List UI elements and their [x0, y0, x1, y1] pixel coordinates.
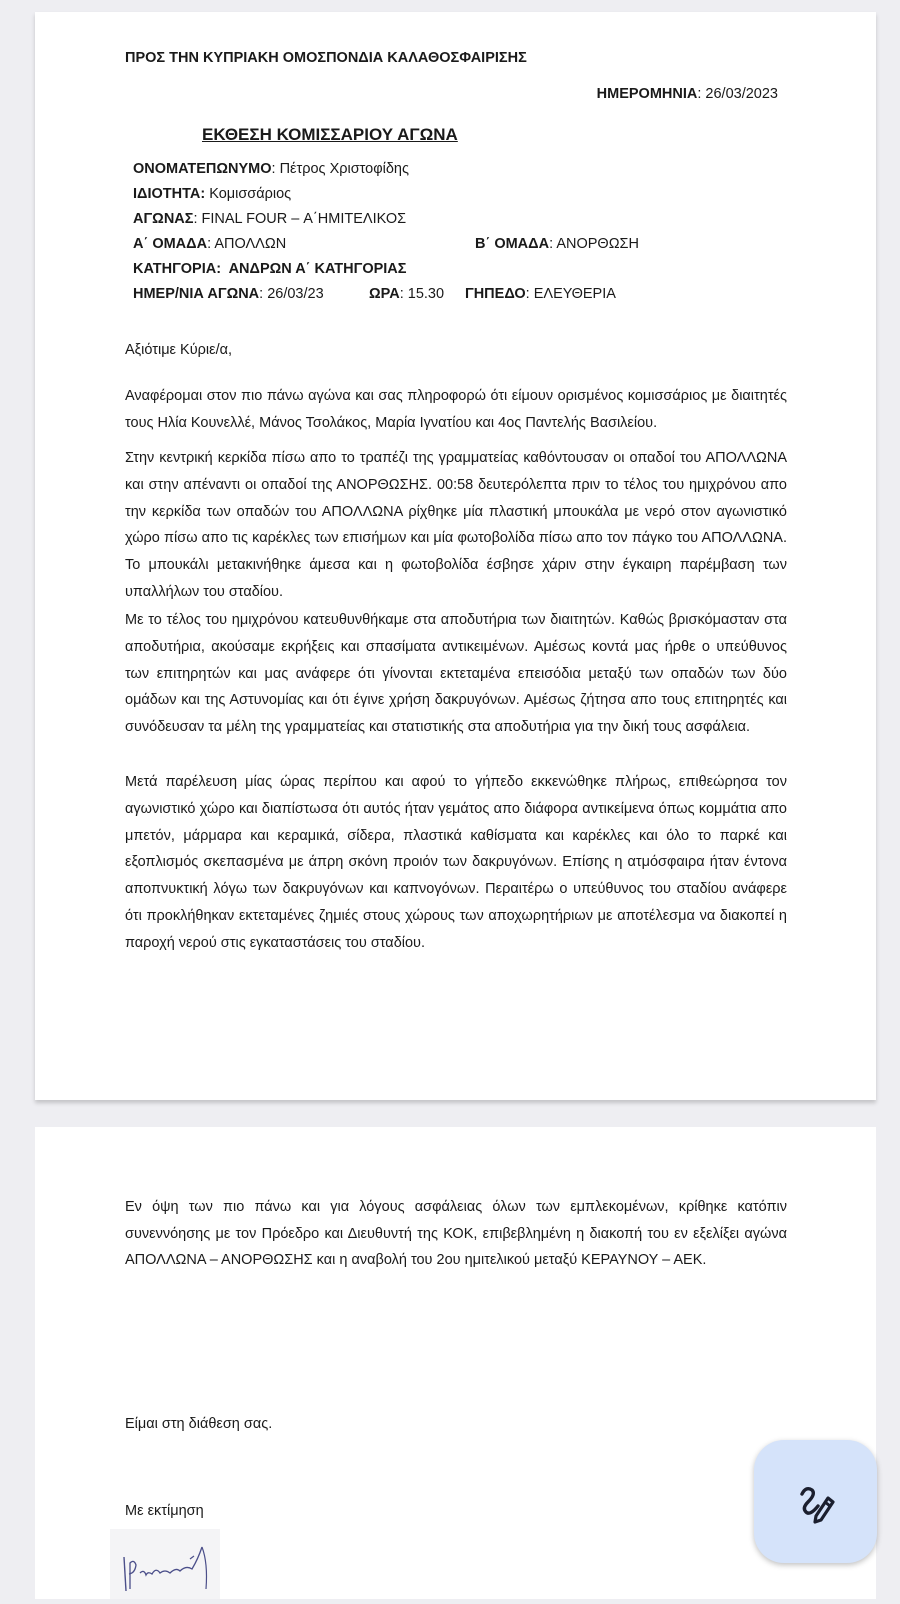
time-value: : 15.30: [399, 286, 445, 302]
role-value: Κομισσάριος: [205, 186, 292, 202]
conclusion-paragraph: Εν όψη των πιο πάνω και για λόγους ασφάλειας όλων των εμπλεκομένων, κρίθηκε κατόπιν συνεννόησης με τον Πρόεδρο και Διευθυντή της ΚΟΚ, επιβεβλημένη η διακοπή του εν εξελίξει αγώνα ΑΠΟΛΛΩΝΑ – ΑΝΟΡΘΩΣΗΣ και η αναβολή του 2ου ημιτελικού μεταξύ ΚΕΡΑΥΝΟΥ – ΑΕΚ.: [125, 1199, 787, 1269]
name-value: : Πέτρος Χριστοφίδης: [271, 161, 409, 177]
name-label: ΟΝΟΜΑΤΕΠΩΝΥΜΟ: [133, 161, 272, 177]
closing-line: Με εκτίμηση: [125, 1503, 204, 1519]
venue-value: : ΕΛΕΥΘΕΡΙΑ: [525, 286, 616, 302]
field-match-date: [133, 286, 324, 302]
paragraph-4: Μετά παρέλευση μίας ώρας περίπου και αφού το γήπεδο εκκενώθηκε πλήρως, επιθεώρησα τον αγωνιστικό χώρο και διαπίστωσα ότι αυτός ήταν γεμάτος απο διάφορα αντικείμενα όπως κομμάτια απο μπετόν, μάρμαρα και κεραμικά, σίδερα, πλαστικά καθίσματα και καρέκλες και όλο το παρκέ και εξοπλισμός σκεπασμένα με άπρη σκόνη προιόν των δακρυγόνων. Επίσης η ατμόσφαιρα ήταν έντονα αποπνυκτική λόγω των δακρυγόνων και καπνογόνων. Περαιτέρω ο υπεύθυνος του σταδίου ανάφερε ότι προκλήθηκαν εκτεταμένες ζημιές στους χώρους των αποχωρητήριων με αποτέλεσμα να διακοπεί η παροχή νερού στις εγκαταστάσεις του σταδίου.: [125, 774, 787, 951]
team-a-label: Α΄ ΟΜΑΔΑ: [133, 236, 208, 252]
field-role: [133, 186, 291, 202]
date-label: ΗΜΕΡΟΜΗΝΙΑ: [596, 86, 698, 102]
match-date-label: ΗΜΕΡ/ΝΙΑ ΑΓΩΝΑ: [133, 286, 260, 302]
role-label: ΙΔΙΟΤΗΤΑ:: [133, 186, 206, 202]
paragraph-3: Με το τέλος του ημιχρόνου κατευθυνθήκαμε στα αποδυτήρια των διαιτητών. Καθώς βρισκόμασταν στα αποδυτήρια, ακούσαμε εκρήξεις και σπασίματα αντικειμένων. Αμέσως κοντά μας ήρθε ο υπεύθυνος των επιτηρητών και μας ανάφερε ότι γίνονται εκτεταμένα επεισόδια μεταξύ των οπαδών των δύο ομάδων και της Αστυνομίας και ότι έγινε χρήση δακρυγόνων. Αμέσως ζήτησα απο τους επιτηρητές και συνόδευσαν τα μέλη της γραμματείας και στατιστικής στα αποδυτήρια για την δική τους ασφάλεια.: [125, 612, 787, 736]
date-value: : 26/03/2023: [697, 86, 778, 102]
document-page-2: [35, 1127, 876, 1599]
team-a-value: : ΑΠΟΛΛΩΝ: [207, 236, 287, 252]
recipient-line: ΠΡΟΣ ΤΗΝ ΚΥΠΡΙΑΚΗ ΟΜΟΣΠΟΝΔΙΑ ΚΑΛΑΘΟΣΦΑΙΡΙΣΗΣ: [125, 50, 527, 66]
category-value: ΑΝΔΡΩΝ Α΄ ΚΑΤΗΓΟΡΙΑΣ: [221, 261, 407, 277]
field-team-b: [475, 236, 639, 252]
field-team-a: [133, 236, 286, 252]
field-match: [133, 211, 406, 227]
pen-draw-icon: [792, 1478, 840, 1526]
time-label: ΩΡΑ: [369, 286, 400, 302]
match-label: ΑΓΩΝΑΣ: [133, 211, 194, 227]
match-value: : FINAL FOUR – Α΄ΗΜΙΤΕΛΙΚΟΣ: [193, 211, 407, 227]
field-venue: [465, 286, 616, 302]
report-date: [597, 86, 778, 102]
report-title: ΕΚΘΕΣΗ ΚΟΜΙΣΣΑΡΙΟΥ ΑΓΩΝΑ: [202, 125, 458, 144]
paragraph-2: Στην κεντρική κερκίδα πίσω απο το τραπέζι της γραμματείας καθόντουσαν οι οπαδοί του ΑΠΟΛΛΩΝΑ και στην απέναντι οι οπαδοί της ΑΝΟΡΘΩΣΗΣ. 00:58 δευτερόλεπτα πριν το τέλος του ημιχρόνου απο την κερκίδα των οπαδών του ΑΠΟΛΛΩΝΑ ρίχθηκε μία πλαστική μπουκάλα με νερό στον αγωνιστικό χώρο πίσω απο τις καρέκλες των επισήμων και μία φωτοβολίδα πίσω απο τον πάγκο του ΑΠΟΛΛΩΝΑ. Το μπουκάλι μετακινήθηκε άμεσα και η φωτοβολίδα έσβησε χάριν στην έγκαιρη παρέμβαση των υπαλλήλων του σταδίου.: [125, 450, 787, 600]
availability-line: Είμαι στη διάθεση σας.: [125, 1416, 273, 1432]
signature-scribble: [110, 1529, 220, 1599]
field-name: [133, 161, 409, 177]
paragraph-1: Αναφέρομαι στον πιο πάνω αγώνα και σας πληροφορώ ότι είμουν ορισμένος κομισσάριος με διαιτητές τους Ηλία Κουνελλέ, Μάνος Τσολάκος, Μαρία Ιγνατίου και 4ος Παντελής Βασιλείου.: [125, 388, 787, 431]
category-label: ΚΑΤΗΓΟΡΙΑ:: [133, 261, 222, 277]
team-b-value: : ΑΝΟΡΘΩΣΗ: [549, 236, 639, 252]
signature-image: [110, 1529, 220, 1599]
field-category: [133, 261, 406, 277]
annotate-fab-button[interactable]: [754, 1440, 877, 1563]
document-page-1: [35, 12, 876, 1100]
team-b-label: Β΄ ΟΜΑΔΑ: [475, 236, 550, 252]
greeting: Αξιότιμε Κύριε/α,: [125, 342, 233, 358]
venue-label: ΓΗΠΕΔΟ: [465, 286, 526, 302]
field-time: [369, 286, 444, 302]
match-date-value: : 26/03/23: [259, 286, 324, 302]
